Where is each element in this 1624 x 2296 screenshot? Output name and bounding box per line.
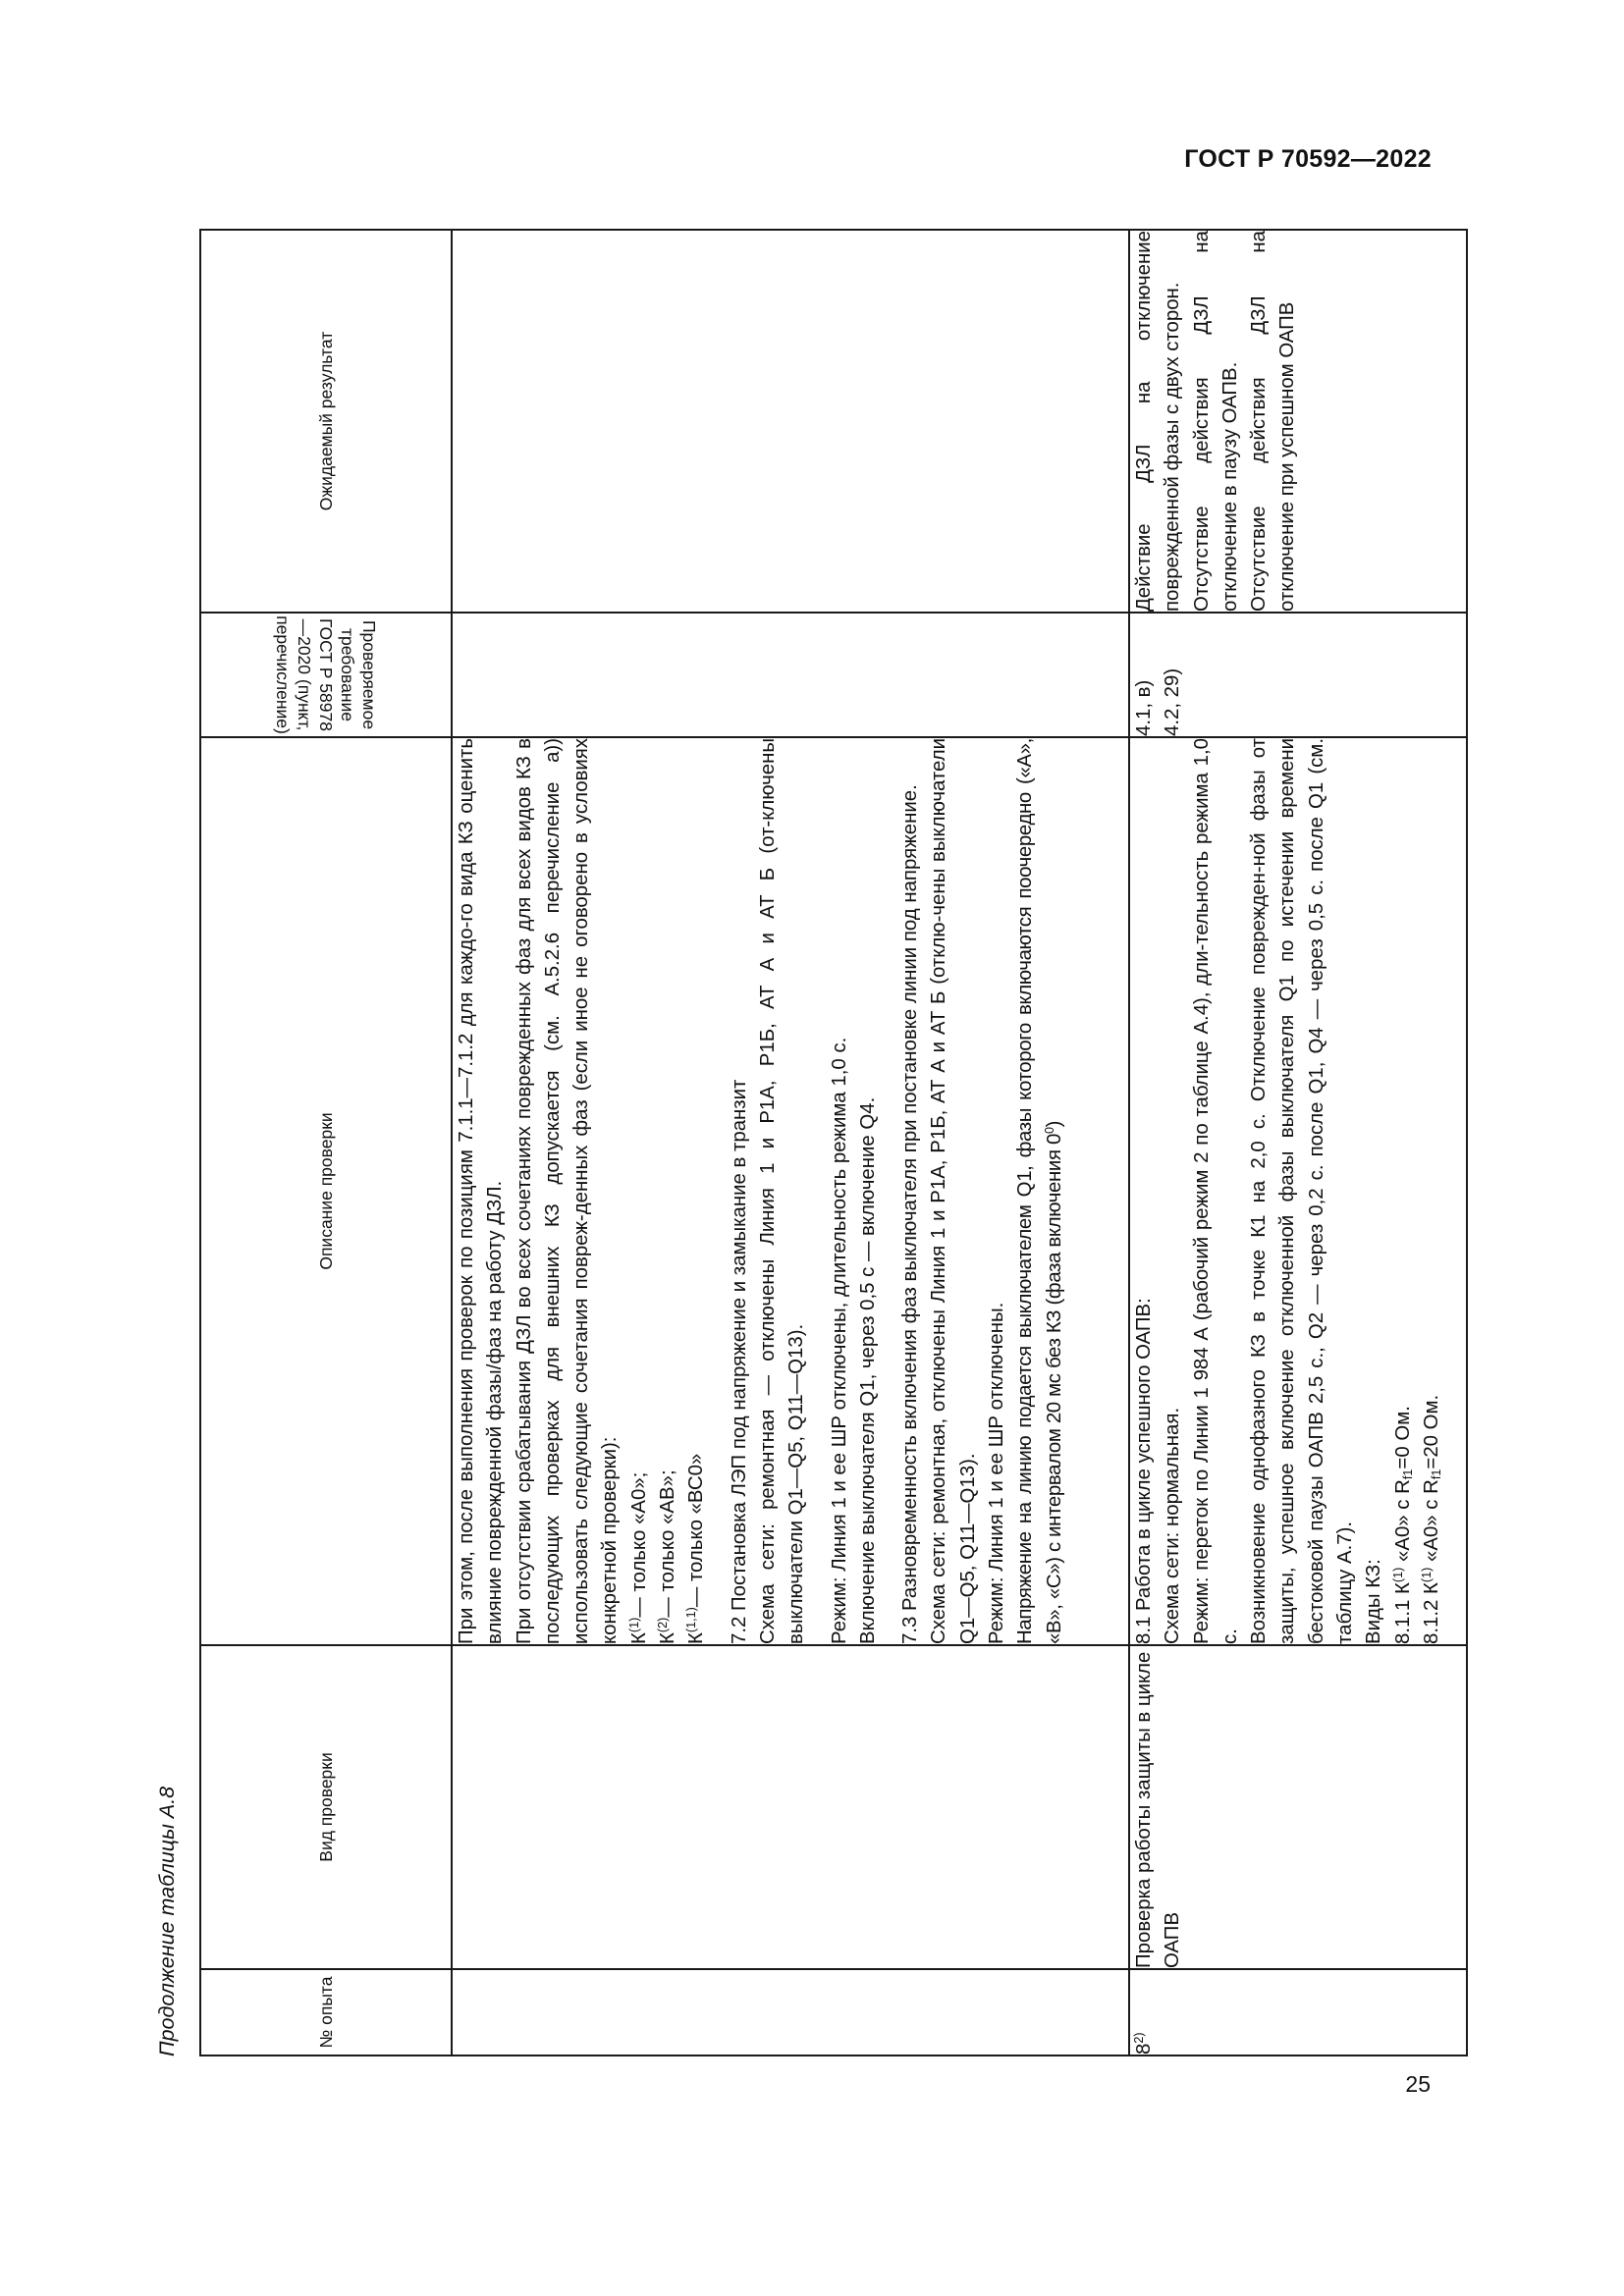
- result-item: Отсутствие действия ДЗЛ на отключение при успешном ОАПВ: [1248, 231, 1299, 612]
- table-header-row: [200, 230, 452, 2056]
- description-paragraph: Возникновение однофазного КЗ в точке К1 на 2,0 с. Отключение поврежден-ной фазы от защиты, успешное включение отключенной фазы выключателя Q1 по истечении времени бестоковой паузы ОАПВ 2,5 с., Q2 — через 0,2 с. после Q1, Q4 — через 0,5 с. после Q1 (см. таблицу А.7).: [1248, 738, 1357, 1644]
- row-requirement-cell: [452, 613, 1129, 737]
- fault-variant-item: $К^{(1)}—$ только «А0»;: [626, 1471, 650, 1644]
- row-result-cell: [452, 230, 1129, 613]
- result-item: Отсутствие действия ДЗЛ на отключение в паузу ОАПВ.: [1190, 231, 1241, 612]
- description-paragraph: При отсутствии срабатывания ДЗЛ во всех сочетаниях поврежденных фаз для всех видов КЗ в последующих проверках для внешних КЗ допускается (см. А.5.2.6 перечисление а)) использовать следующие сочетания повреж-денных фаз (если иное не оговорено в условиях конкретной проверки):: [513, 738, 622, 1644]
- page-number: 25: [1405, 2071, 1431, 2097]
- column-header-result: Ожидаемый результат: [200, 230, 452, 613]
- subsection-title: 8.1 Работа в цикле успешного ОАПВ:: [1133, 1298, 1155, 1644]
- description-paragraph: Режим: переток по Линии 1 984 А (рабочий режим 2 по таблице А.4), дли-тельность режима 1,0 с.: [1190, 738, 1241, 1644]
- column-header-number: № опыта: [200, 1969, 452, 2056]
- description-paragraph: При этом, после выполнения проверок по позициям 7.1.1—7.1.2 для каждо-го вида КЗ оценить влияние поврежденной фазы/фаз на работу ДЗЛ.: [456, 738, 507, 1644]
- requirement-item: 4.1, в): [1133, 679, 1155, 736]
- table-row: [452, 230, 1129, 2056]
- row-number-cell: [452, 1969, 1129, 2056]
- description-paragraph: Режим: Линия 1 и ее ШР отключены.: [986, 1302, 1008, 1644]
- fault-variant-item: К$^{(1,1)}$— только «ВС0»: [684, 1453, 708, 1644]
- rotated-table-area: [155, 231, 1444, 2056]
- row-description-cell: [1129, 737, 1467, 1645]
- requirement-item: 4.2, 29): [1162, 667, 1184, 736]
- column-header-description: Описание проверки: [200, 737, 452, 1645]
- row-description-cell: [452, 737, 1129, 1645]
- table-caption: Продолжение таблицы А.8: [155, 1786, 179, 2056]
- column-header-type: Вид проверки: [200, 1645, 452, 1969]
- description-paragraph: Виды КЗ:: [1363, 1559, 1385, 1644]
- subsection-title: 7.3 Разновременность включения фаз выключателя при постановке линии под напряжение.: [899, 784, 922, 1644]
- description-paragraph: Напряжение на линию подается выключателем Q1, фазы которого включаются поочередно («А», «В», «С») с интервалом 20 мс без КЗ (фаза включения $0^0$): [1014, 738, 1065, 1644]
- column-header-requirement: Проверяемое требование ГОСТ Р 58978—2020 (пункт, перечисление): [200, 613, 452, 737]
- fault-case-item: 8.1.1 $К^{(1)}$ «А0» с $R_{f1}=0$ Ом.: [1390, 1406, 1415, 1644]
- row-number-cell: 8$^{2)}$: [1129, 1969, 1467, 2056]
- subsection-title: 7.2 Постановка ЛЭП под напряжение и замыкание в транзит: [728, 1079, 750, 1644]
- test-table: [199, 229, 1468, 2056]
- result-item: Действие ДЗЛ на отключение поврежденной фазы с двух сторон.: [1133, 231, 1184, 612]
- row-result-cell: [1129, 230, 1467, 613]
- description-paragraph: Схема сети: нормальная.: [1162, 1407, 1184, 1644]
- row-type-cell: Проверка работы защиты в цикле ОАПВ: [1129, 1645, 1467, 1969]
- description-paragraph: Режим: Линия 1 и ее ШР отключены, длительность режима 1,0 с.: [828, 1037, 850, 1644]
- row-type-cell: [452, 1645, 1129, 1969]
- description-paragraph: Схема сети: ремонтная — отключены Линия 1 и Р1А, Р1Б, АТ А и АТ Б (от-ключены выключатели Q1—Q5, Q11—Q13).: [756, 738, 808, 1644]
- fault-variant-item: $К^{(2)}—$ только «АВ»;: [656, 1469, 679, 1644]
- fault-case-item: 8.1.2 $К^{(1)}$ «А0» с $R_{f1}=20$ Ом.: [1420, 1394, 1444, 1644]
- description-paragraph: Схема сети: ремонтная, отключены Линия 1 и Р1А, Р1Б, АТ А и АТ Б (отклю-чены выключатели Q1—Q5, Q11—Q13).: [928, 738, 979, 1644]
- table-row: [1129, 230, 1467, 2056]
- document-code: ГОСТ Р 70592—2022: [1184, 145, 1432, 173]
- row-requirement-cell: [1129, 613, 1467, 737]
- description-paragraph: Включение выключателя Q1, через 0,5 с — включение Q4.: [856, 1096, 879, 1644]
